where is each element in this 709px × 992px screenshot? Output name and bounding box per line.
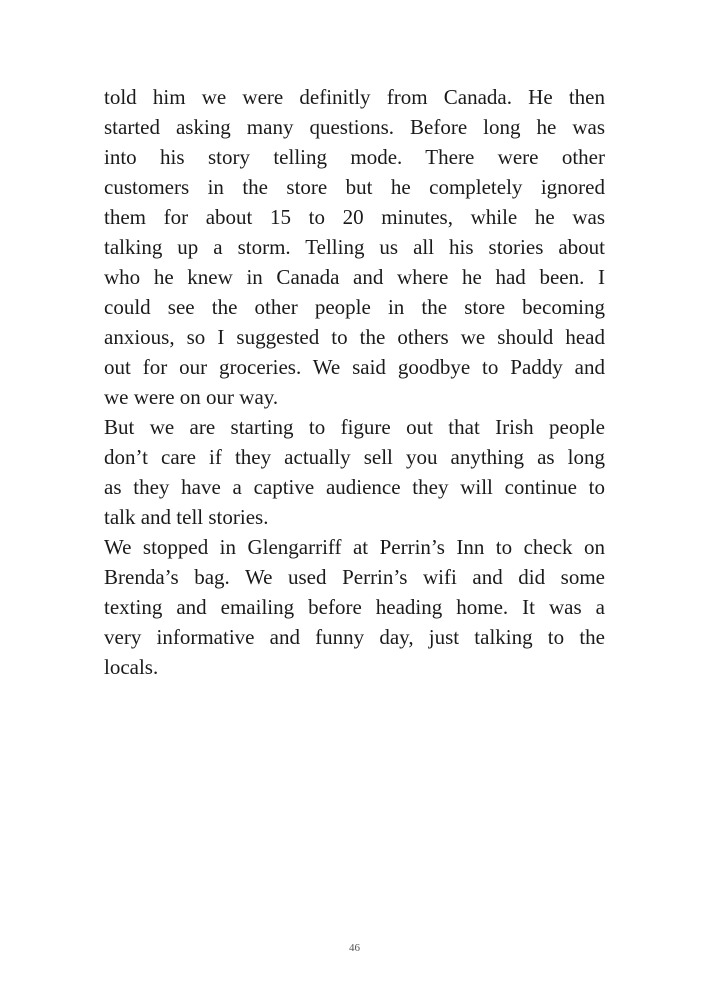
text-line: as they have a captive audience they will continue to <box>104 475 605 499</box>
text-line: customers in the store but he completely ignored <box>104 175 605 199</box>
text-line: don’t care if they actually sell you anything as long <box>104 445 605 469</box>
paragraph-2 <box>104 412 605 532</box>
text-line: we were on our way. <box>104 385 279 409</box>
page-body <box>104 82 605 682</box>
text-line: out for our groceries. We said goodbye to Paddy and <box>104 355 605 379</box>
text-line: who he knew in Canada and where he had been. I <box>104 265 605 289</box>
text-line: could see the other people in the store becoming <box>104 295 605 319</box>
paragraph-3 <box>104 532 605 682</box>
text-line: into his story telling mode. There were other <box>104 145 605 169</box>
text-line: anxious, so I suggested to the others we should head <box>104 325 605 349</box>
page-number: 46 <box>349 942 360 954</box>
text-line: But we are starting to figure out that Irish people <box>104 415 605 439</box>
text-line: texting and emailing before heading home. It was a <box>104 595 605 619</box>
text-line: talk and tell stories. <box>104 505 269 529</box>
paragraph-1 <box>104 82 605 412</box>
text-line: We stopped in Glengarriff at Perrin’s Inn to check on <box>104 535 605 559</box>
text-line: started asking many questions. Before long he was <box>104 115 605 139</box>
text-line: very informative and funny day, just talking to the <box>104 625 605 649</box>
text-line: locals. <box>104 655 159 679</box>
text-line: them for about 15 to 20 minutes, while he was <box>104 205 605 229</box>
text-line: told him we were definitly from Canada. He then <box>104 85 605 109</box>
text-line: Brenda’s bag. We used Perrin’s wifi and did some <box>104 565 605 589</box>
text-line: talking up a storm. Telling us all his stories about <box>104 235 605 259</box>
